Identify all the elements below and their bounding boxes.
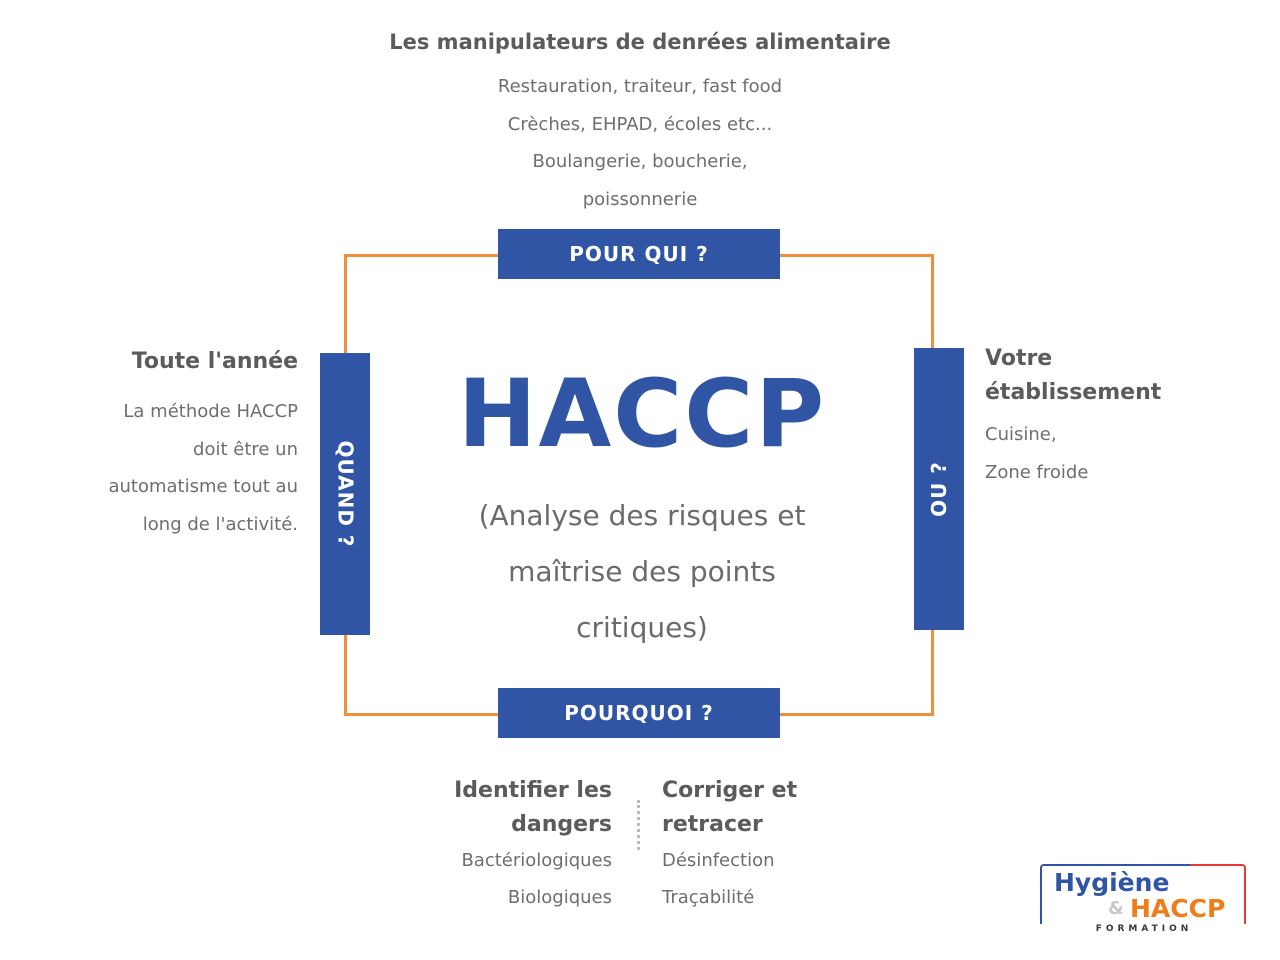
center-subtitle-line: maîtrise des points — [508, 555, 776, 588]
logo-ampersand: & — [1108, 898, 1124, 919]
bottom-left-line: Biologiques — [507, 887, 612, 908]
center-title: HACCP — [457, 360, 827, 469]
left-line: doit être un — [193, 438, 298, 460]
bottom-right-heading-line: retracer — [662, 812, 763, 837]
bottom-divider — [637, 800, 640, 850]
top-heading: Les manipulateurs de denrées alimentaire — [389, 30, 891, 54]
center-subtitle-line: (Analyse des risques et — [478, 499, 806, 532]
tab-pour-qui-label: POUR QUI ? — [569, 242, 709, 266]
bottom-left-heading-line: dangers — [511, 812, 612, 837]
logo-formation — [1040, 924, 1248, 934]
logo-text-haccp: HACCP — [1130, 894, 1226, 923]
tab-ou-label: OU ? — [927, 461, 951, 517]
bottom-left-block — [412, 774, 612, 916]
tab-pourquoi-label: POURQUOI ? — [564, 701, 714, 725]
top-line: Boulangerie, boucherie, — [532, 151, 748, 172]
tab-quand-label: QUAND ? — [333, 440, 358, 548]
right-line: Zone froide — [985, 461, 1089, 483]
left-line: La méthode HACCP — [123, 401, 298, 422]
tab-pourquoi — [498, 688, 780, 738]
top-line: poissonnerie — [582, 188, 698, 210]
right-heading-line: établissement — [985, 380, 1162, 405]
right-block — [985, 342, 1245, 491]
left-heading: Toute l'année — [131, 349, 298, 374]
bottom-right-heading — [662, 774, 862, 842]
bottom-right-heading-line: Corriger et — [662, 778, 798, 803]
top-block — [340, 26, 940, 218]
right-heading — [985, 342, 1245, 410]
bottom-right-block — [662, 774, 862, 916]
left-block — [60, 346, 298, 543]
center-subtitle — [440, 488, 844, 656]
right-heading-line: Votre — [985, 346, 1053, 371]
brand-logo — [1040, 862, 1248, 934]
center-subtitle-line: critiques) — [576, 611, 708, 644]
top-line: Restauration, traiteur, fast food — [497, 76, 783, 97]
top-line: Crèches, EHPAD, écoles etc... — [507, 113, 773, 135]
right-line: Cuisine, — [985, 424, 1057, 445]
tab-quand — [320, 353, 370, 635]
tab-pour-qui — [498, 229, 780, 279]
tab-ou — [914, 348, 964, 630]
left-line: automatisme tout au — [108, 476, 298, 497]
bottom-left-heading-line: Identifier les — [454, 778, 612, 803]
bottom-left-heading — [412, 774, 612, 842]
bottom-right-line: Traçabilité — [662, 887, 755, 908]
left-line: long de l'activité. — [142, 513, 298, 535]
bottom-left-line: Bactériologiques — [461, 850, 612, 871]
logo-text-formation: FORMATION — [1092, 924, 1197, 934]
bottom-right-line: Désinfection — [662, 850, 775, 871]
logo-text-hygiene: Hygiène — [1054, 868, 1170, 897]
